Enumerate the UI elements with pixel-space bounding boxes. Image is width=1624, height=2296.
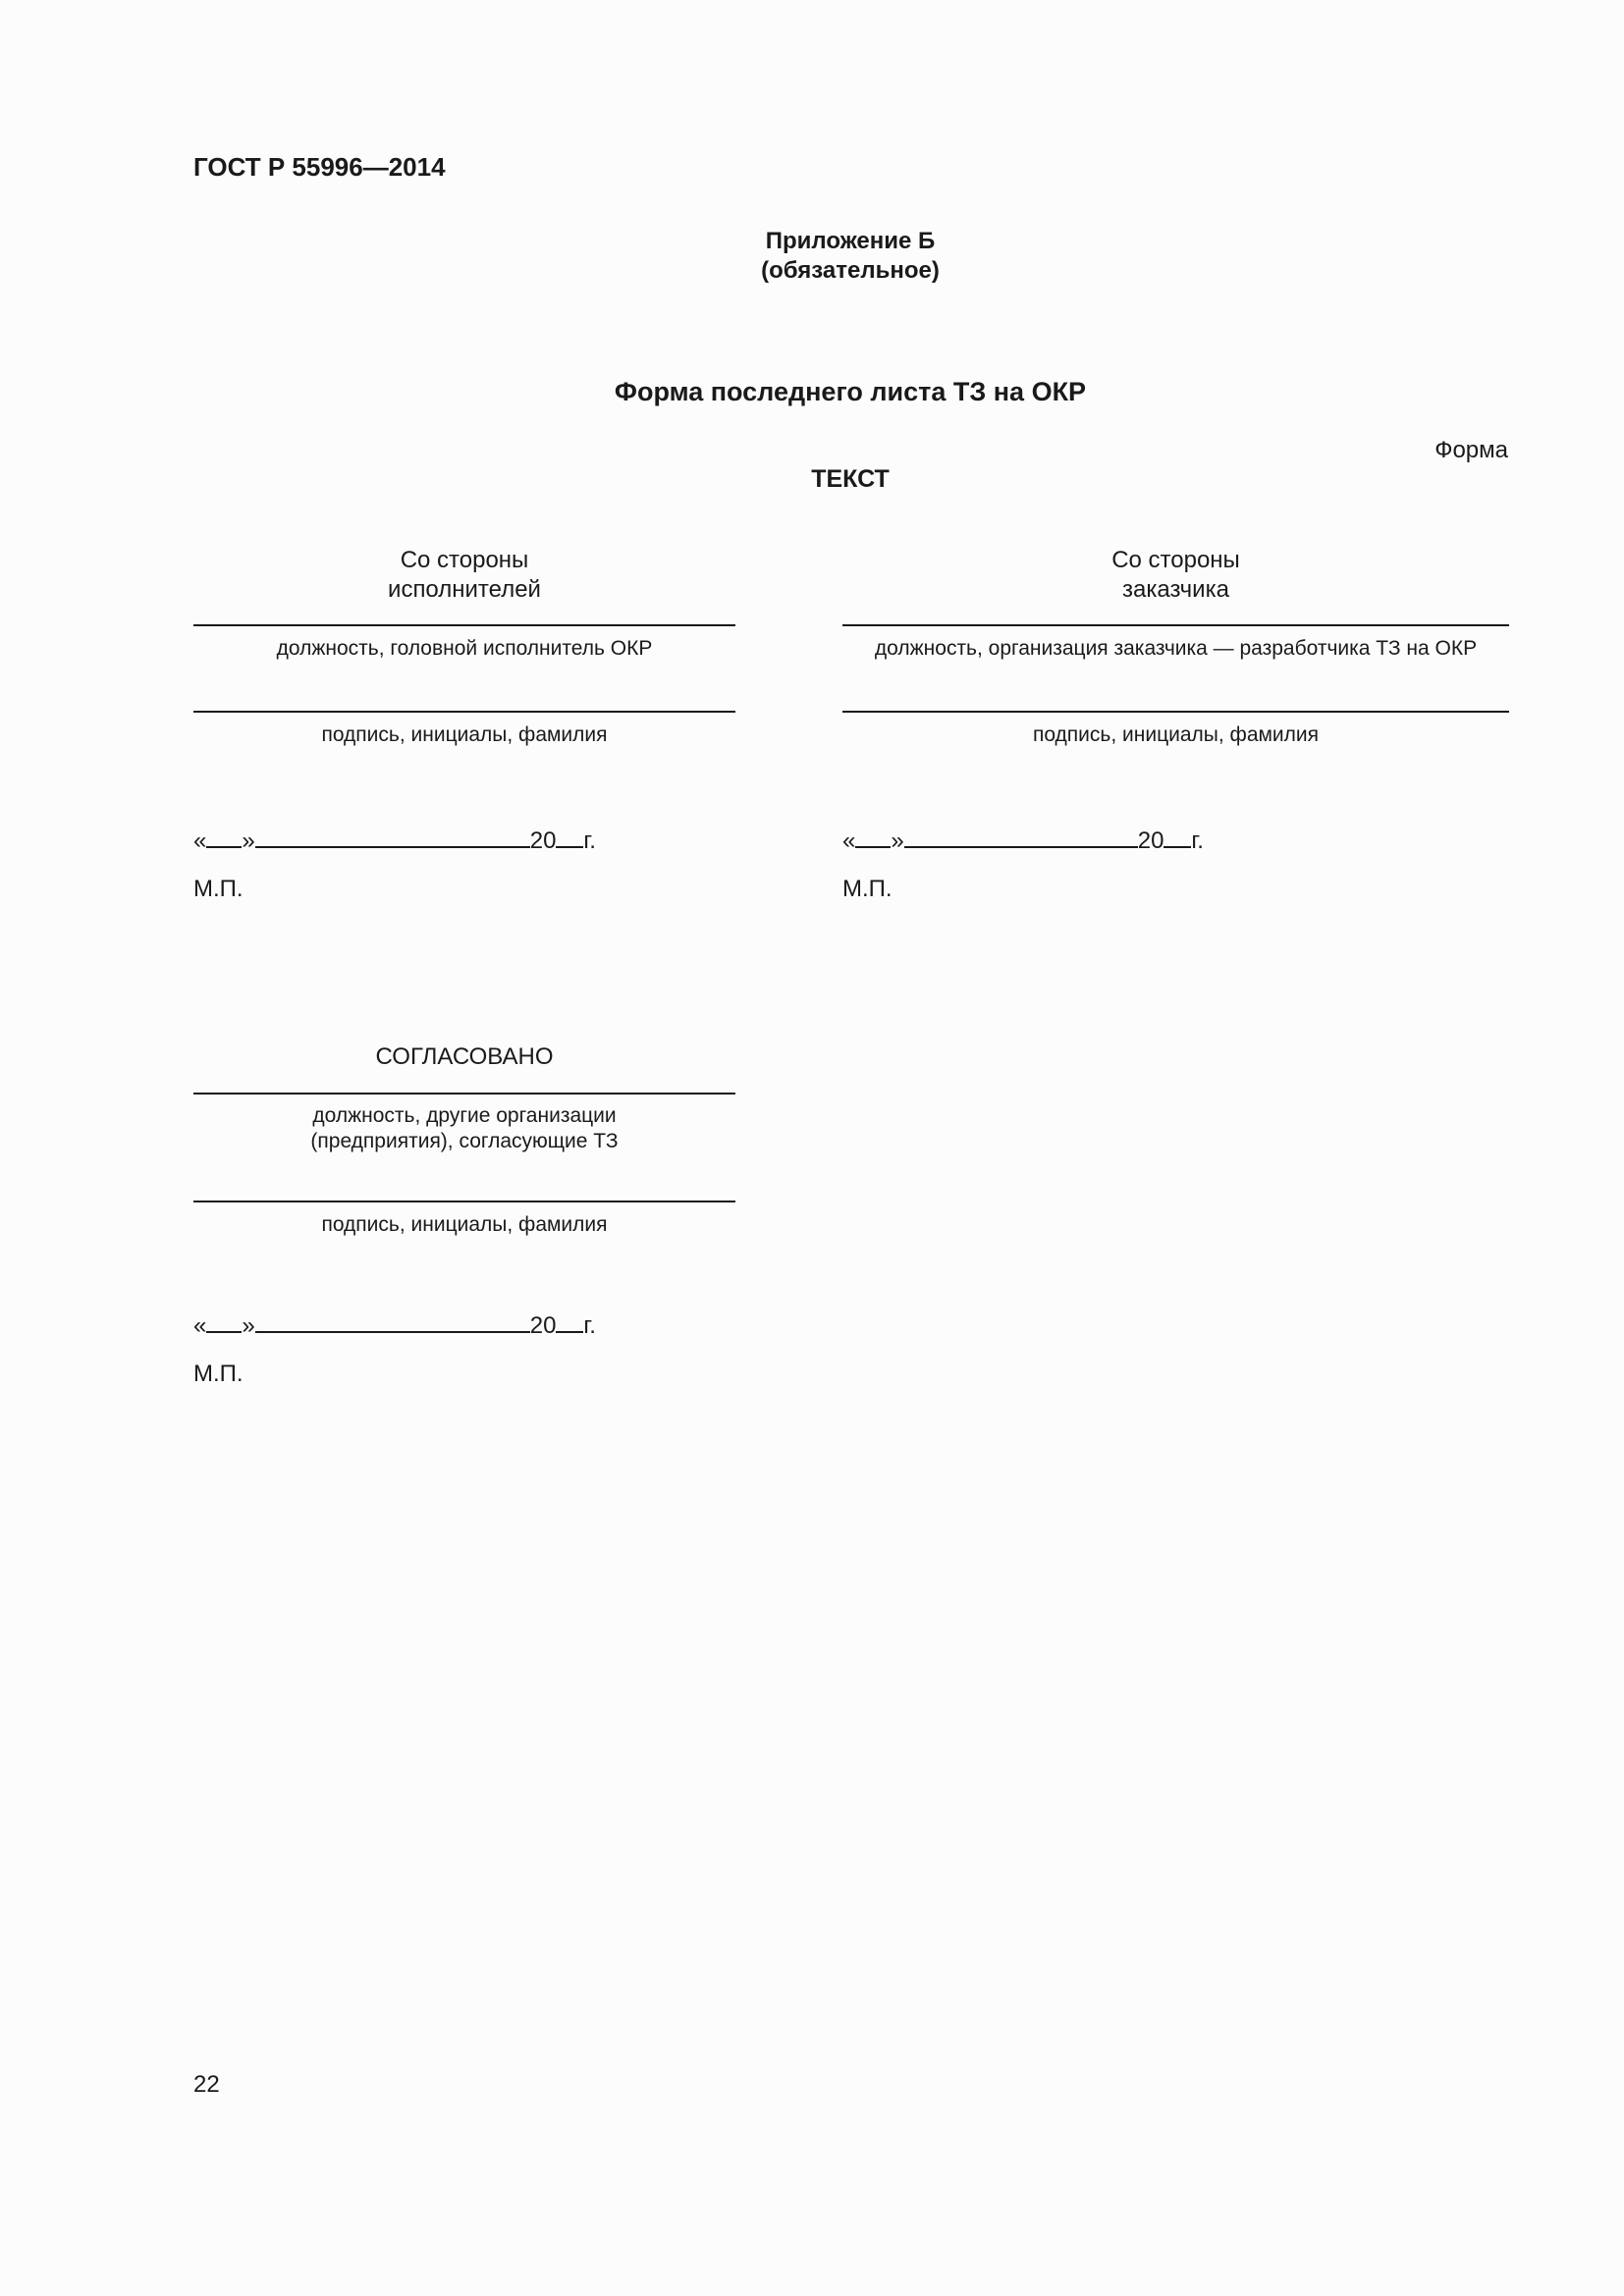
customer-date-field[interactable] — [842, 825, 1204, 855]
date-year-prefix: 20 — [529, 828, 557, 854]
executor-date-field[interactable] — [193, 825, 596, 855]
executor-position-line[interactable] — [193, 624, 735, 626]
date-year-blank[interactable] — [1164, 825, 1191, 848]
date-day-blank[interactable] — [206, 825, 242, 848]
executor-signature-line[interactable] — [193, 711, 735, 713]
customer-heading-line1: Со стороны — [1111, 547, 1240, 573]
agreed-date-field[interactable] — [193, 1309, 596, 1340]
customer-position-caption: должность, организация заказчика — разработчика ТЗ на ОКР — [874, 637, 1478, 660]
customer-stamp-label: М.П. — [842, 876, 893, 902]
text-label: ТЕКСТ — [811, 465, 890, 493]
date-open-quote: « — [842, 828, 856, 854]
date-month-blank[interactable] — [255, 825, 530, 848]
customer-heading — [842, 546, 1509, 605]
executor-heading — [193, 546, 735, 605]
page-title: Форма последнего листа ТЗ на ОКР — [614, 377, 1087, 406]
date-year-suffix: г. — [583, 828, 596, 854]
agreed-signature-caption: подпись, инициалы, фамилия — [321, 1213, 608, 1236]
executor-signature-caption: подпись, инициалы, фамилия — [321, 723, 608, 746]
executor-heading-line2: исполнителей — [388, 576, 541, 603]
customer-heading-line2: заказчика — [1122, 576, 1229, 603]
executor-position-caption: должность, головной исполнитель ОКР — [276, 637, 653, 660]
agreed-stamp-label: М.П. — [193, 1361, 244, 1387]
page-number: 22 — [193, 2071, 220, 2098]
date-close-quote: » — [891, 828, 904, 854]
date-close-quote: » — [242, 1312, 255, 1339]
date-year-prefix: 20 — [1137, 828, 1164, 854]
date-open-quote: « — [193, 828, 207, 854]
appendix-heading — [0, 227, 1624, 286]
agreed-position-caption-line1: должность, другие организации — [312, 1104, 617, 1127]
customer-signature-line[interactable] — [842, 711, 1509, 713]
appendix-label: Приложение Б — [765, 228, 936, 254]
agreed-position-caption-line2: (предприятия), согласующие ТЗ — [310, 1130, 619, 1152]
date-year-blank[interactable] — [556, 1309, 583, 1333]
executor-heading-line1: Со стороны — [400, 547, 529, 573]
agreed-signature-line[interactable] — [193, 1201, 735, 1202]
date-open-quote: « — [193, 1312, 207, 1339]
appendix-status: (обязательное) — [761, 257, 940, 284]
customer-position-line[interactable] — [842, 624, 1509, 626]
executor-stamp-label: М.П. — [193, 876, 244, 902]
date-year-prefix: 20 — [529, 1312, 557, 1339]
agreed-position-caption — [193, 1103, 735, 1154]
date-day-blank[interactable] — [206, 1309, 242, 1333]
agreed-heading: СОГЛАСОВАНО — [375, 1043, 554, 1070]
date-month-blank[interactable] — [904, 825, 1138, 848]
customer-signature-caption: подпись, инициалы, фамилия — [1032, 723, 1320, 746]
date-year-suffix: г. — [583, 1312, 596, 1339]
standard-number: ГОСТ Р 55996—2014 — [193, 152, 446, 182]
date-close-quote: » — [242, 828, 255, 854]
date-day-blank[interactable] — [855, 825, 891, 848]
agreed-position-line[interactable] — [193, 1093, 735, 1095]
date-year-suffix: г. — [1191, 828, 1204, 854]
date-month-blank[interactable] — [255, 1309, 530, 1333]
form-label: Форма — [1435, 437, 1508, 463]
date-year-blank[interactable] — [556, 825, 583, 848]
